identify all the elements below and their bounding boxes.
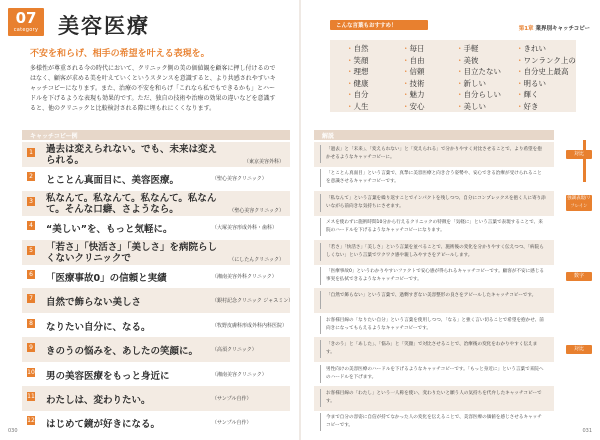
example-phrase: 「医療事故0」の信頼と実績 [46, 273, 167, 284]
keyword-item: ・ 自分史上最高 [516, 66, 569, 77]
running-header-title: 業界別キャッチコピー [535, 26, 590, 32]
explanation-row [314, 337, 554, 362]
chapter-badge [8, 8, 44, 36]
example-phrase: なりたい自分に、なる。 [46, 321, 151, 333]
explanation-text: 今まで自分の容姿に自信が持てなかった人の変化を伝えることで、美容医療の価値を感じさせるキャッチコピーです。 [326, 415, 542, 429]
example-number: 4 [27, 221, 35, 230]
example-source: （湘南美容外科クリニック） [212, 274, 277, 280]
running-header [519, 24, 590, 32]
keyword-item: ・ 人生 [346, 101, 369, 112]
example-source: （サンプル自作） [212, 420, 252, 427]
example-number: 10 [27, 368, 35, 376]
example-number: 3 [27, 197, 35, 206]
keyword-item: ・ 手軽 [456, 43, 479, 54]
explanation-bracket [320, 291, 323, 309]
example-phrase: “美しい”を、もっと気軽に。 [46, 224, 173, 236]
explanation-text: 「医療事故0」というわかりやすいファクトで安心感が得られるキャッチコピーです。顧客が不安に感じる事実を払拭できるようなキャッチコピーです。 [326, 269, 545, 282]
example-number: 9 [27, 343, 35, 352]
explanation-row [314, 288, 554, 313]
example-source: （聖心美容クリニック） [229, 207, 284, 214]
example-number: 7 [27, 294, 35, 303]
keyword-item: ・ 自由 [402, 55, 425, 66]
explanation-bracket [320, 389, 323, 407]
explanation-text: 「過去」と「未来」、「変えられない」と「変えられる」で分かりやすく対比させることで、より希望を抱かせるようなキャッチコピーに。 [326, 147, 542, 160]
keyword-item: ・ 信頼 [402, 66, 425, 77]
example-source: （銀村記念クリニック ジャスミン） [212, 298, 294, 305]
example-source: （サンプル自作） [212, 396, 252, 402]
keyword-item: ・ 輝く [516, 89, 539, 100]
explanation-bracket [320, 243, 323, 261]
keyword-item: ・ 自分 [346, 89, 369, 100]
keyword-item: ・ 好き [516, 101, 539, 112]
explanation-row [314, 240, 554, 265]
example-number: 2 [27, 172, 35, 181]
example-source: （東京美容外科） [243, 159, 284, 165]
chapter-sub: category [13, 27, 39, 33]
explanation-bracket [320, 365, 323, 383]
page-subtitle: 不安を和らげ、相手の希望を叶える表現を。 [30, 49, 210, 59]
keyword-item: ・ 明るい [516, 78, 546, 89]
explanation-bracket [320, 267, 323, 285]
example-row [22, 191, 290, 216]
example-phrase: 「若さ」「快活さ」「美しさ」を病院らしくないクリニックで [46, 241, 218, 264]
example-phrase: きのうの悩みを、あしたの笑顔に。 [46, 346, 199, 358]
explanations-header [314, 130, 554, 140]
explanation-row [314, 215, 554, 240]
explanation-text: お客様目線の「なりたい自分」という言葉を使用しつつ、「なる」と強く言い切ることで希望を抱かせ、前向きになってもらえるようなキャッチコピーです。 [326, 317, 544, 331]
examples-header [22, 130, 290, 140]
example-row [22, 264, 290, 289]
explanation-text: 「とことん真面目」という言葉で、真摯に美容医療と向き合う姿勢や、安心できる治療が受けられることを意識させるキャッチコピーです。 [326, 171, 542, 185]
explanation-text: 男性向けの美容医療のハードルを下げるようなキャッチコピーです。「もっと身近に」という言葉で来院へのハードルを下げます。 [326, 366, 544, 380]
explanation-text: 「私なんて」という言葉を繰り返すことでインパクトを残しつつ、自分にコンプレックスを抱く人に寄り添いながら前向きな気持ちにさせます。 [326, 195, 546, 209]
example-row [22, 313, 290, 338]
keywords-title: こんな言葉もおすすめ！ [336, 23, 397, 29]
explanation-bracket [320, 194, 323, 212]
example-row [22, 142, 290, 167]
example-phrase: 男の美容医療をもっと身近に [46, 370, 170, 382]
example-number: 5 [27, 246, 35, 255]
technique-badge: 強調表現/リフレイン [567, 195, 591, 209]
intro-text: 多様性が尊重される今の時代において、クリニック側の美の価値観を顧客に押し付けるのではなく、顧客が求める美を叶えていくというスタンスを意識すると、より共感されやすいキャッチコピーになります。また、治療の不安を和らげ「これなら私でもできるかも」とハードルを下げるような表現も効果的です。ただ、独自の技術や治療の効果の違いなどを意識すると、他のクリニックと比較検討される際に埋もれにくくなります。 [30, 65, 276, 112]
chapter-number: 07 [15, 9, 37, 27]
explanation-bracket [320, 218, 323, 236]
keyword-item: ・ 安心 [402, 101, 425, 112]
explanation-text: お客様目線の「わたし」という一人称を使い、変わりたいと願う人の気持ちを代弁したキャッチコピーです。 [326, 391, 542, 404]
example-row [22, 288, 294, 313]
explanation-row [314, 386, 554, 411]
example-source: （高須クリニック） [212, 347, 257, 354]
example-number: 8 [27, 319, 35, 328]
explanation-bracket [320, 340, 323, 358]
example-phrase: 自然で飾らない美しさ [46, 297, 142, 309]
example-phrase: とことん真面目に、美容医療。 [46, 175, 180, 187]
example-source: （にしたんクリニック） [229, 256, 284, 263]
keyword-item: ・ 健康 [346, 78, 369, 89]
example-row [22, 215, 290, 240]
example-source: （聖心美容クリニック） [212, 176, 267, 183]
keyword-item: ・ 魅力 [402, 89, 425, 100]
keyword-item: ・ 美しい [456, 101, 486, 112]
examples-header-label: キャッチコピー例 [30, 133, 78, 140]
example-phrase: わたしは、変わりたい。 [46, 395, 151, 406]
technique-badge: 数字 [566, 272, 592, 281]
page-title: 美容医療 [58, 14, 150, 38]
example-row [22, 362, 290, 387]
example-source: （大塚美容形成外科・歯科） [212, 225, 278, 232]
page-number-left: 030 [8, 428, 18, 434]
explanation-bracket [320, 413, 323, 431]
explanation-row [314, 166, 554, 191]
keyword-item: ・ 理想 [346, 66, 369, 77]
example-row [22, 410, 290, 435]
example-source: （牧野皮膚科形成外科内科医院） [212, 322, 288, 329]
technique-badge: 対比 [566, 150, 592, 159]
keyword-item: ・ 新しい [456, 78, 486, 89]
explanation-row [314, 313, 554, 338]
keyword-item: ・ 技術 [402, 78, 425, 89]
right-page [300, 0, 600, 440]
scroll-indicator [583, 140, 586, 182]
explanation-bracket [320, 316, 323, 334]
explanation-text: メスを使わずに施術時間10分から行えるクリニックの特徴を「気軽に」という言葉で表現することで、来院のハードルを下げるようなキャッチコピーになります。 [326, 220, 543, 234]
keyword-item: ・ 自然 [346, 43, 369, 54]
example-phrase: 私なんて。私なんて。私なんて。私なんて。そんな口癖、さようなら。 [46, 192, 217, 215]
keywords-header [330, 20, 428, 30]
running-header-chapter: 第1章 [518, 26, 534, 32]
example-number: 12 [27, 417, 35, 425]
explanation-row [314, 191, 554, 216]
keywords-box [330, 40, 576, 112]
explanations-header-label: 解説 [322, 133, 335, 140]
explanation-row [314, 142, 554, 167]
page-number-right: 031 [582, 428, 592, 434]
example-row [22, 166, 290, 191]
explanation-text: 「自然で飾らない」という言葉で、過剰すぎない美容整形の良さをアピールしたキャッチコピーです。 [326, 293, 537, 299]
explanation-row [314, 410, 554, 435]
explanation-text: 「きのう」と「あした」、「悩み」と「笑顔」で対比させることで、治療後の変化をわかりやすく伝えます。 [326, 342, 538, 356]
keyword-item: ・ きれい [516, 43, 546, 54]
keyword-item: ・ 笑顔 [346, 55, 369, 66]
technique-badge: 対比 [566, 345, 592, 354]
explanation-row [314, 264, 554, 289]
example-number: 1 [27, 148, 35, 157]
example-phrase: はじめて鏡が好きになる。 [46, 419, 161, 431]
example-row [22, 240, 290, 265]
example-source: （湘南美容クリニック） [212, 371, 267, 378]
explanation-text: 「若さ」「快活さ」「美しさ」という言葉を並べることで、施術後の変化を分かりやすく伝えつつ、「病院らしくない」という言葉でワクワク感や親しみやすさをアピールします。 [326, 244, 544, 258]
keyword-item: ・ 目立たない [456, 66, 501, 77]
example-phrase: 過去は変えられない。でも、未来は変えられる。 [46, 144, 218, 166]
explanation-row [314, 362, 554, 387]
keyword-item: ・ ワンランク上の [516, 55, 576, 66]
explanation-bracket [320, 169, 323, 187]
example-row [22, 386, 290, 411]
keyword-item: ・ 美彼 [456, 55, 479, 66]
example-row [22, 337, 290, 362]
explanation-bracket [320, 145, 323, 163]
keyword-item: ・ 自分らしい [456, 89, 501, 100]
example-number: 11 [27, 393, 35, 400]
keyword-item: ・ 毎日 [402, 43, 425, 54]
example-number: 6 [27, 270, 35, 279]
